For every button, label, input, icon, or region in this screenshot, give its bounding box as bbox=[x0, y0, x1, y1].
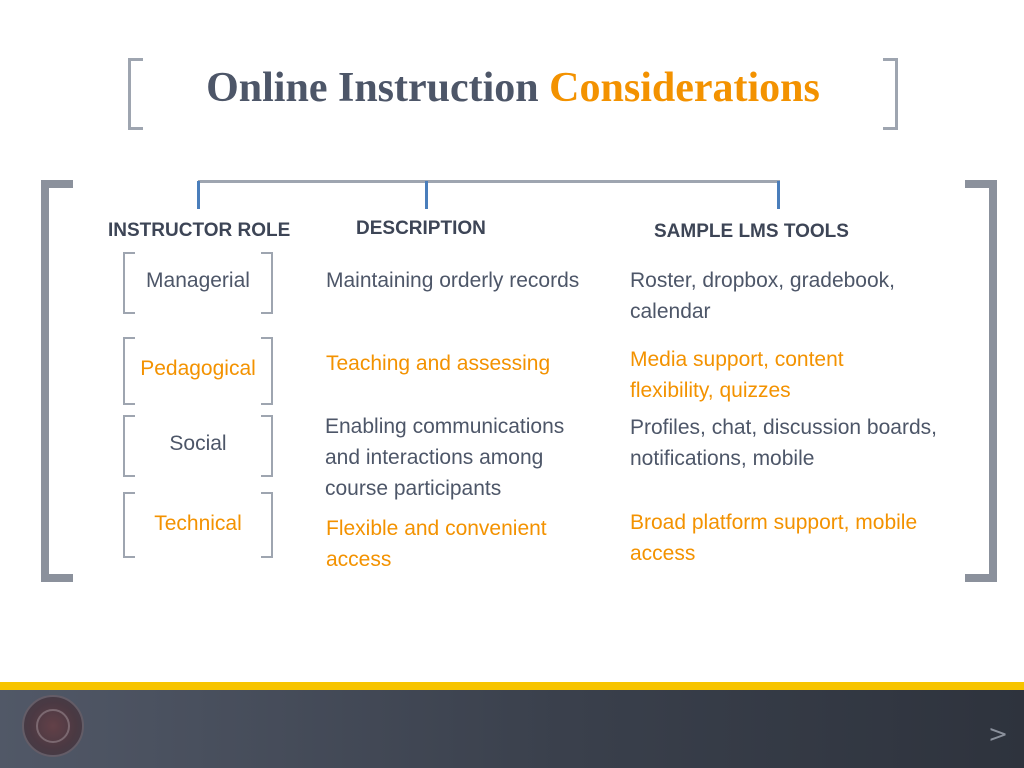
title-accent: Considerations bbox=[549, 65, 820, 111]
footer-gold-stripe bbox=[0, 682, 1024, 690]
next-slide-button[interactable]: > bbox=[988, 720, 1009, 748]
title-left-bracket bbox=[128, 58, 143, 130]
connector-tick-description bbox=[425, 181, 428, 209]
tools-managerial: Roster, dropbox, gradebook, calendar bbox=[630, 269, 896, 323]
role-label-managerial: Managerial bbox=[146, 269, 250, 292]
outer-left-bracket bbox=[41, 180, 73, 582]
header-description: DESCRIPTION bbox=[356, 218, 486, 239]
tools-pedagogical: Media support, content flexibility, quizzes bbox=[630, 348, 844, 402]
description-pedagogical: Teaching and assessing bbox=[326, 352, 551, 375]
role-box-technical bbox=[123, 492, 273, 554]
description-technical: Flexible and convenient access bbox=[326, 517, 547, 571]
university-seal-icon bbox=[22, 695, 84, 757]
role-label-technical: Technical bbox=[154, 512, 242, 535]
role-right-bracket bbox=[261, 492, 273, 558]
role-box-social bbox=[123, 415, 273, 473]
slide-title-block bbox=[128, 58, 898, 130]
header-sample-lms-tools: SAMPLE LMS TOOLS bbox=[654, 221, 849, 242]
role-label-pedagogical: Pedagogical bbox=[140, 357, 256, 380]
role-box-pedagogical bbox=[123, 337, 273, 401]
connector-tick-role bbox=[197, 181, 200, 209]
title-right-bracket bbox=[883, 58, 898, 130]
title-main: Online Instruction bbox=[206, 65, 550, 111]
role-label-social: Social bbox=[169, 432, 227, 455]
header-connector-line bbox=[198, 180, 780, 183]
role-right-bracket bbox=[261, 415, 273, 477]
tools-social: Profiles, chat, discussion boards, notifications, mobile bbox=[630, 416, 937, 470]
slide-title bbox=[152, 64, 874, 112]
outer-right-bracket bbox=[965, 180, 997, 582]
description-managerial: Maintaining orderly records bbox=[326, 269, 580, 292]
footer-bar bbox=[0, 690, 1024, 768]
role-right-bracket bbox=[261, 252, 273, 314]
description-social: Enabling communications and interactions among course participants bbox=[325, 415, 565, 500]
connector-tick-tools bbox=[777, 181, 780, 209]
role-right-bracket bbox=[261, 337, 273, 405]
header-instructor-role: INSTRUCTOR ROLE bbox=[108, 220, 291, 241]
role-box-managerial bbox=[123, 252, 273, 310]
tools-technical: Broad platform support, mobile access bbox=[630, 511, 918, 565]
